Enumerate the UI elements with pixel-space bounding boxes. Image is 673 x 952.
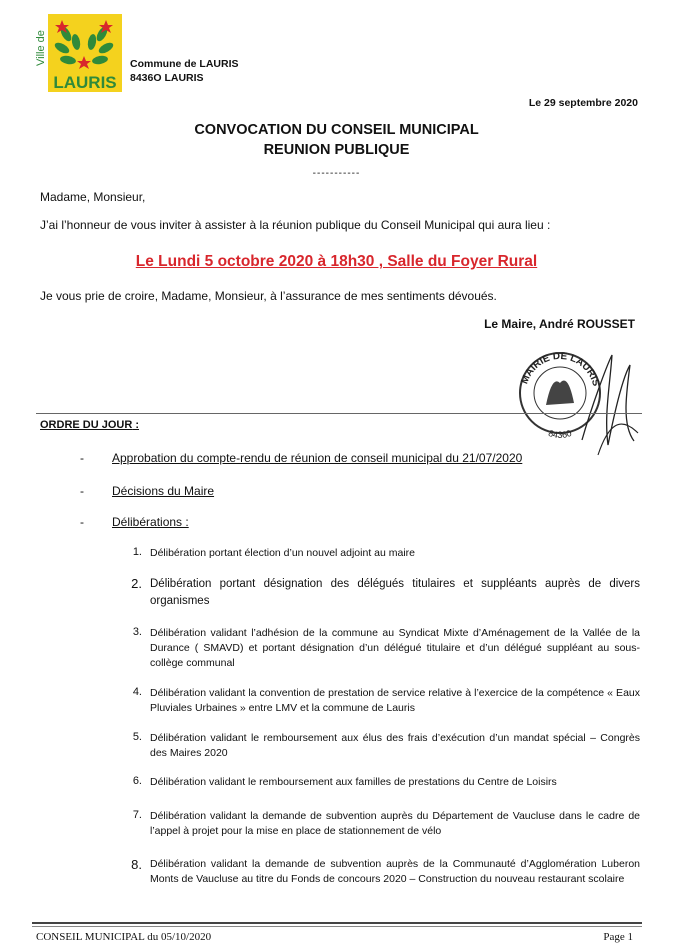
footer-meeting: CONSEIL MUNICIPAL du 05/10/2020 <box>36 931 212 943</box>
agenda-dash: - <box>80 515 84 529</box>
mayor-stamp-signature <box>512 345 642 465</box>
deliberation-text: Délibération validant le remboursement aux élus des frais d’exécution d’un mandat spécial – Congrès des Maires 2020 <box>150 732 640 759</box>
lauris-logo <box>32 14 122 92</box>
commune-address <box>130 57 239 85</box>
svg-text:84360: 84360 <box>547 427 573 441</box>
deliberation-number: 6. <box>132 775 142 787</box>
deliberation-text: Délibération portant désignation des délégués titulaires et suppléants auprès de divers organismes <box>150 578 640 607</box>
deliberation-text: Délibération validant l’adhésion de la commune au Syndicat Mixte d’Aménagement de la Vallée de la Durance ( SMAVD) et portant désignation d’un délégué titulaire et d’un délégué suppléant au sous-collège communal <box>150 627 640 669</box>
salutation: Madame, Monsieur, <box>40 190 146 204</box>
agenda-heading-label: ORDRE DU JOUR <box>40 419 133 431</box>
deliberation-text: Délibération validant la demande de subvention auprès de la Communauté d’Agglomération Luberon Monts de Vaucluse au titre du Fonds de concours 2020 – Construction du nouveau restaurant scolaire <box>150 858 640 885</box>
meeting-details: Le Lundi 5 octobre 2020 à 18h30 , Salle du Foyer Rural <box>135 253 538 270</box>
deliberation-number: 4. <box>132 686 142 698</box>
title-separator: ----------- <box>312 168 361 179</box>
footer-page-number: Page 1 <box>603 931 633 943</box>
deliberation-text: Délibération validant la convention de prestation de service relative à l’exercice de la compétence « Eaux Pluviales Urbaines » entre LMV et la commune de Lauris <box>150 687 640 714</box>
agenda-item-approval: Approbation du compte-rendu de réunion de conseil municipal du 21/07/2020 <box>112 451 523 465</box>
document-subtitle: REUNION PUBLIQUE <box>263 142 410 158</box>
deliberation-number: 8. <box>131 857 142 872</box>
deliberation-text: Délibération validant la demande de subvention auprès du Département de Vaucluse dans le cadre de l’appel à projet pour la mise en place de stationnement de vélo <box>150 810 640 837</box>
commune-postcode: 8436O LAURIS <box>130 72 204 84</box>
svg-text:LAURIS: LAURIS <box>53 73 117 92</box>
svg-text:MAIRIE DE LAURIS: MAIRIE DE LAURIS <box>519 350 602 388</box>
agenda-item-deliberations: Délibérations : <box>112 515 189 529</box>
invitation-text: J’ai l’honneur de vous inviter à assister à la réunion publique du Conseil Municipal qui aura lieu : <box>40 218 551 232</box>
document-title: CONVOCATION DU CONSEIL MUNICIPAL <box>194 122 479 138</box>
deliberation-number: 3. <box>132 626 142 638</box>
commune-name: Commune de LAURIS <box>130 58 239 70</box>
agenda-dash: - <box>80 484 84 498</box>
deliberation-number: 2. <box>131 576 142 591</box>
closing-text: Je vous prie de croire, Madame, Monsieur, à l’assurance de mes sentiments dévoués. <box>40 289 497 303</box>
deliberation-number: 1. <box>132 546 142 558</box>
signer: Le Maire, André ROUSSET <box>484 317 635 331</box>
deliberation-text: Délibération portant élection d’un nouvel adjoint au maire <box>150 547 416 559</box>
agenda-heading <box>40 419 139 431</box>
deliberation-number: 5. <box>132 731 142 743</box>
svg-text:Ville de: Ville de <box>35 30 47 66</box>
footer-rule <box>32 926 642 927</box>
agenda-heading-colon: : <box>132 419 140 431</box>
letter-date: Le 29 septembre 2020 <box>528 97 638 109</box>
agenda-item-decisions: Décisions du Maire <box>112 484 215 498</box>
section-divider <box>36 413 642 414</box>
deliberation-number: 7. <box>132 809 142 821</box>
agenda-dash: - <box>80 451 84 465</box>
deliberation-text: Délibération validant le remboursement aux familles de prestations du Centre de Loisirs <box>150 776 557 788</box>
footer-rule <box>32 922 642 924</box>
